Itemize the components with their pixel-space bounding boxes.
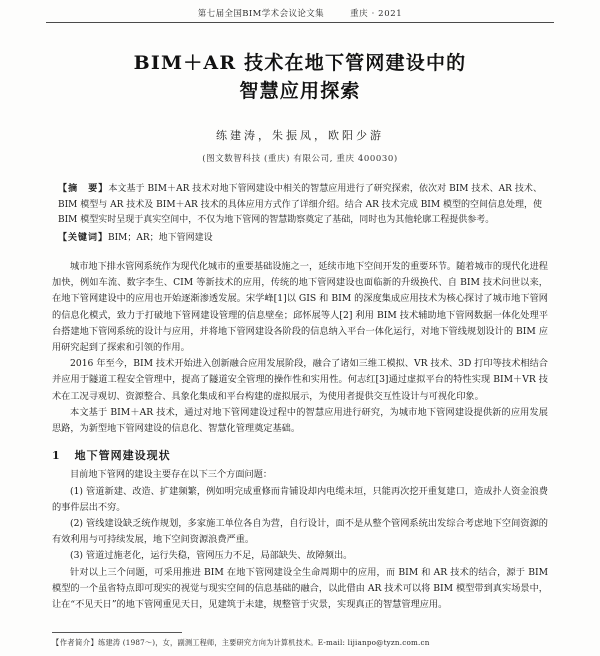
- title-line-1: BIM＋AR 技术在地下管网建设中的: [133, 52, 467, 74]
- section-1-content: [52, 467, 548, 613]
- footnote-label: 【作者简介】: [52, 638, 99, 647]
- main-text: [52, 259, 548, 613]
- running-head-venue: 第七届全国BIM学术会议论文集: [197, 9, 325, 19]
- header-rule: [46, 22, 554, 23]
- footnote: [52, 637, 548, 648]
- page-body: [0, 49, 600, 613]
- section-intro: 目前地下管网的建设主要存在以下三个方面问题：: [70, 469, 273, 481]
- section-number: 1: [52, 449, 61, 463]
- keywords-paragraph: [58, 231, 542, 247]
- body-paragraph-2: 2016 年至今，BIM 技术开始进入创新融合应用发展阶段，融合了诸如三维工模拟、VR 技术、3D 打印等技术相结合并应用于隧道工程安全管理中，提高了隧道安全管理的操作性和实用性。何志红[3]通过虚拟平台的特性实现 BIM＋VR 技术在工况寻观切、资源整合、具象化集成和平台构建的虚拟展示，为使用者提供交互性设计与可视化印象。: [52, 358, 548, 402]
- footnote-rule: [52, 632, 182, 633]
- keywords-text: BIM；AR；地下管网建设: [108, 232, 213, 243]
- body-paragraph-3: 本文基于 BIM＋AR 技术，通过对地下管网建设过程中的智慧应用进行研究，为城市地下管网建设提供新的应用发展思路，为新型地下管网建设的信息化、智慧化管理奠定基础。: [52, 406, 548, 435]
- abstract-block: [52, 182, 548, 246]
- list-item: (1) 管道新建、改造、扩建频繁，例如明完成重修而肯铺设却内电缆未垣，只能再次挖开重复建口，造成扑人资金浪费的事件层出不穷。: [52, 485, 548, 513]
- title-line-2: 智慧应用探索: [239, 80, 361, 102]
- footnote-area: [52, 632, 548, 648]
- abstract-text: 本文基于 BIM＋AR 技术对地下管网建设中相关的智慧应用进行了研究探索，依次对 BIM 技术、AR 技术、BIM 模型与 AR 技术及 BIM＋AR 技术的具体应用方式作了详细介绍。结合 AR 技术完成 BIM 模型的空间信息处理，使 BIM 模型实时呈现于真实空间中，不仅为地下管网的智慧勘察奠定了基础，同时也为其他轮廓工程提供参考。: [58, 184, 542, 225]
- footnote-text: 练建涛 (1987～)，女，副测工程师，主要研究方向为计算机技术。E-mail: lijianpo@tyzn.com.cn: [98, 638, 430, 647]
- abstract-label: 【摘 要】: [58, 184, 109, 194]
- keywords-label: 【关键词】: [58, 232, 109, 243]
- abstract-paragraph: [58, 182, 542, 229]
- list-item: (3) 管道过施老化，运行失稳，管网压力不足，局部缺失、故障频出。: [70, 550, 353, 562]
- body-paragraph-1: 城市地下排水管网系统作为现代化城市的重要基础设施之一，延续市地下空间开发的重要环节。随着城市的现代化进程加快，例如车流、数字李生、CIM 等新技术的应用，传统的地下管网建设也面临新的升级换代、自 BIM 技术问世以来，在地下管网建设中的应用也开始逐渐渗透发展。宋学峰[1]以 GIS 和 BIM 的深度集成应用技术为核心探讨了城市地下管网的信息化模式，致力于打破地下管网建设管理的信息壁垒；邱怀展等人[2] 利用 BIM 技术辅助地下管网数据一体化处理平台搭建地下管网系统的设计与应用，并将地下管网建设各阶段的信息纳入平台一体化运行，对地下管线规划设计的 BIM 应用研究起到了探索和引领的作用。: [52, 261, 548, 354]
- list-item: (2) 管线建设缺乏统作规划，多家施工单位各自为营，自行设计，面不是从整个管网系统出发综合考虑地下空间资源的有效利用与可持续发展，地下空间资源浪费严重。: [52, 518, 548, 546]
- running-head-place: 重庆 · 2021: [350, 9, 403, 19]
- section-heading-1: [52, 448, 548, 464]
- author-list: 练建涛，朱振凤，欧阳少游: [216, 129, 384, 142]
- section-title: 地下管网建设现状: [74, 449, 171, 463]
- affiliation: (图文数智科技 (重庆) 有限公司, 重庆 400030): [202, 154, 398, 164]
- page-title: [52, 49, 548, 105]
- section-tail: 针对以上三个问题，可采用推进 BIM 在地下管网建设全生命周期中的应用，而 BIM 和 AR 技术的结合，源于 BIM 模型的一个虽省特点即可现实的视觉与现实空间的信息基础的融合，以此借由 AR 技术可以将 BIM 模型带到真实场景中，让在“不见天日”的地下管网重见天日，见建筑于未建，规整管于灾景，实现真正的智慧管理应用。: [52, 566, 548, 611]
- running-head: [0, 0, 600, 22]
